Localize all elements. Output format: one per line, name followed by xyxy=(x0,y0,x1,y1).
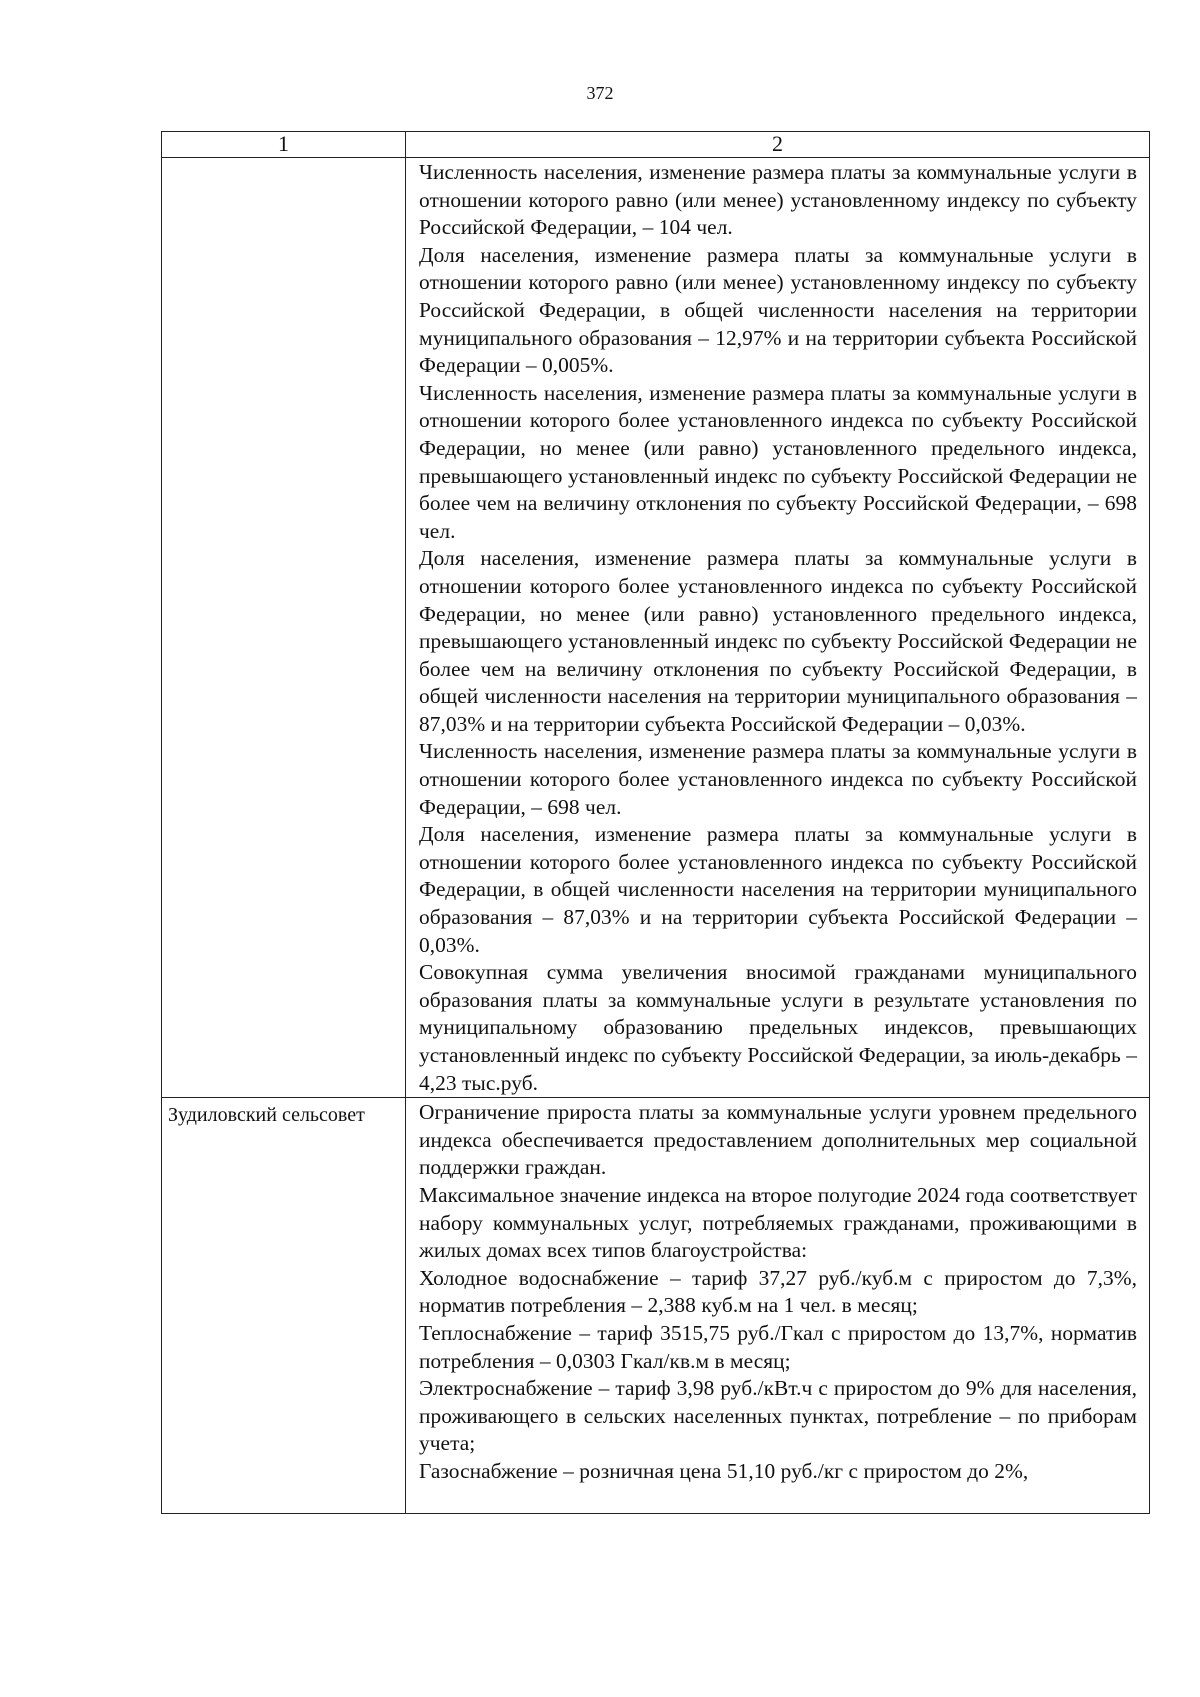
paragraph: Доля населения, изменение размера платы за коммунальные услуги в отношении которого более установленного индекса по субъекту Российской Федерации, но менее (или равно) установленного предельного индекса, превышающего установленный индекс по субъекту Российской Федерации не более чем на величину отклонения по субъекту Российской Федерации, в общей численности населения на территории муниципального образования – 87,03% и на территории субъекта Российской Федерации – 0,03%. xyxy=(419,546,1137,736)
description-cell xyxy=(406,158,1150,1098)
data-table xyxy=(161,131,1150,1514)
paragraph: Максимальное значение индекса на второе полугодие 2024 года соответствует набору коммунальных услуг, потребляемых гражданами, проживающими в жилых домах всех типов благоустройства: xyxy=(419,1182,1137,1263)
table-row xyxy=(162,158,1150,1098)
table-header-row xyxy=(162,132,1150,158)
paragraph: Теплоснабжение – тариф 3515,75 руб./Гкал с приростом до 13,7%, норматив потребления – 0,0303 Гкал/кв.м в месяц; xyxy=(419,1320,1137,1373)
paragraph: Численность населения, изменение размера платы за коммунальные услуги в отношении которого более установленного индекса по субъекту Российской Федерации, но менее (или равно) установленного предельного индекса, превышающего установленный индекс по субъекту Российской Федерации не более чем на величину отклонения по субъекту Российской Федерации, – 698 чел. xyxy=(419,380,1137,543)
column-header-1: 1 xyxy=(162,132,406,158)
paragraph: Численность населения, изменение размера платы за коммунальные услуги в отношении которого более установленного индекса по субъекту Российской Федерации, – 698 чел. xyxy=(419,739,1137,819)
page-number: 372 xyxy=(586,83,614,103)
paragraph: Доля населения, изменение размера платы за коммунальные услуги в отношении которого более установленного индекса по субъекту Российской Федерации, в общей численности населения на территории муниципального образования – 87,03% и на территории субъекта Российской Федерации – 0,03%. xyxy=(419,822,1137,957)
municipality-name-cell xyxy=(162,158,406,1098)
column-header-2: 2 xyxy=(406,132,1150,158)
paragraph: Численность населения, изменение размера платы за коммунальные услуги в отношении которого равно (или менее) установленному индексу по субъекту Российской Федерации, – 104 чел. xyxy=(419,160,1137,240)
paragraph: Электроснабжение – тариф 3,98 руб./кВт.ч с приростом до 9% для населения, проживающего в сельских населенных пунктах, потребление – по приборам учета; xyxy=(419,1376,1137,1456)
paragraph: Совокупная сумма увеличения вносимой гражданами муниципального образования платы за коммунальные услуги в результате установления по муниципальному образованию предельных индексов, превышающих установленный индекс по субъекту Российской Федерации, за июль-декабрь – 4,23 тыс.руб. xyxy=(419,960,1137,1095)
paragraph: Холодное водоснабжение – тариф 37,27 руб./куб.м с приростом до 7,3%, норматив потребления – 2,388 куб.м на 1 чел. в месяц; xyxy=(419,1265,1137,1318)
description-cell xyxy=(406,1098,1150,1514)
municipality-name-cell: Зудиловский сельсовет xyxy=(162,1098,406,1514)
paragraph: Газоснабжение – розничная цена 51,10 руб./кг с приростом до 2%, xyxy=(419,1458,1029,1483)
paragraph: Доля населения, изменение размера платы за коммунальные услуги в отношении которого равно (или менее) установленному индексу по субъекту Российской Федерации, в общей численности населения на территории муниципального образования – 12,97% и на территории субъекта Российской Федерации – 0,005%. xyxy=(419,242,1137,378)
paragraph: Ограничение прироста платы за коммунальные услуги уровнем предельного индекса обеспечивается предоставлением дополнительных мер социальной поддержки граждан. xyxy=(419,1100,1137,1180)
table-row xyxy=(162,1098,1150,1514)
